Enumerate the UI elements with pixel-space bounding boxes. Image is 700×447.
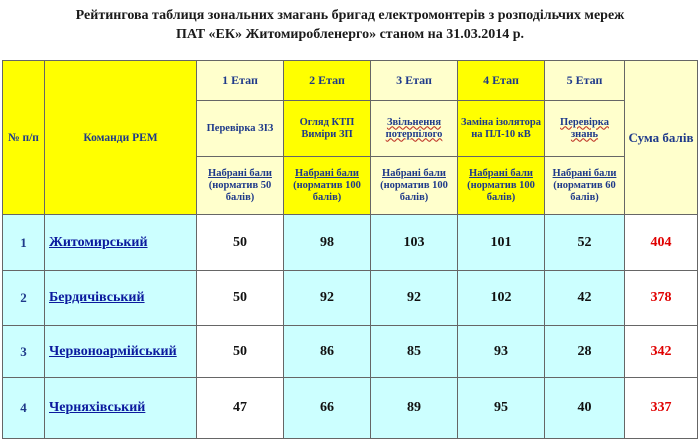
row-number: 1 bbox=[3, 215, 45, 271]
total-score: 342 bbox=[625, 326, 698, 378]
stage-5-header: 5 Етап bbox=[545, 61, 625, 101]
stage-3-header: 3 Етап bbox=[371, 61, 458, 101]
title-line-2: ПАТ «ЕК» Житомиробленерго» станом на 31.03.2014 р. bbox=[175, 27, 525, 42]
table-row bbox=[3, 378, 698, 439]
score-stage-3: 89 bbox=[371, 378, 458, 439]
score-stage-5: 42 bbox=[545, 271, 625, 326]
table-row bbox=[3, 271, 698, 326]
score-stage-5: 52 bbox=[545, 215, 625, 271]
row-number: 4 bbox=[3, 378, 45, 439]
sum-header: Сума балів bbox=[625, 61, 698, 215]
score-stage-2: 86 bbox=[284, 326, 371, 378]
stage-3-points: Набрані бали (норматив 100 балів) bbox=[371, 157, 458, 215]
score-stage-3: 85 bbox=[371, 326, 458, 378]
stage-5-task: Перевірка знань bbox=[545, 101, 625, 157]
stage-1-header: 1 Етап bbox=[197, 61, 284, 101]
score-stage-5: 28 bbox=[545, 326, 625, 378]
header-row-stages bbox=[3, 61, 698, 101]
team-name[interactable]: Червоноармійський bbox=[45, 326, 197, 378]
teams-header: Команди РЕМ bbox=[45, 61, 197, 215]
score-stage-1: 50 bbox=[197, 326, 284, 378]
score-stage-3: 92 bbox=[371, 271, 458, 326]
stage-3-task: Звільнення потерпілого bbox=[371, 101, 458, 157]
score-stage-2: 92 bbox=[284, 271, 371, 326]
total-score: 378 bbox=[625, 271, 698, 326]
stage-1-task: Перевірка ЗІЗ bbox=[197, 101, 284, 157]
score-stage-1: 50 bbox=[197, 271, 284, 326]
score-stage-2: 98 bbox=[284, 215, 371, 271]
score-stage-1: 47 bbox=[197, 378, 284, 439]
stage-4-header: 4 Етап bbox=[458, 61, 545, 101]
table-row bbox=[3, 326, 698, 378]
score-stage-4: 101 bbox=[458, 215, 545, 271]
score-stage-5: 40 bbox=[545, 378, 625, 439]
stage-2-header: 2 Етап bbox=[284, 61, 371, 101]
stage-1-points: Набрані бали (норматив 50 балів) bbox=[197, 157, 284, 215]
score-stage-2: 66 bbox=[284, 378, 371, 439]
stage-2-points: Набрані бали (норматив 100 балів) bbox=[284, 157, 371, 215]
total-score: 337 bbox=[625, 378, 698, 439]
score-stage-4: 102 bbox=[458, 271, 545, 326]
score-stage-1: 50 bbox=[197, 215, 284, 271]
team-name[interactable]: Черняхівський bbox=[45, 378, 197, 439]
row-number: 3 bbox=[3, 326, 45, 378]
total-score: 404 bbox=[625, 215, 698, 271]
title-line-1: Рейтингова таблиця зональних змагань бригад електромонтерів з розподільчих мереж bbox=[75, 8, 625, 23]
num-header: № п/п bbox=[3, 61, 45, 215]
team-name[interactable]: Житомирський bbox=[45, 215, 197, 271]
table-row bbox=[3, 215, 698, 271]
stage-2-task: Огляд КТП Виміри ЗП bbox=[284, 101, 371, 157]
team-name[interactable]: Бердичівський bbox=[45, 271, 197, 326]
stage-5-points: Набрані бали (норматив 60 балів) bbox=[545, 157, 625, 215]
stage-4-task: Заміна ізолятора на ПЛ-10 кВ bbox=[458, 101, 545, 157]
score-stage-3: 103 bbox=[371, 215, 458, 271]
stage-4-points: Набрані бали (норматив 100 балів) bbox=[458, 157, 545, 215]
rating-table bbox=[2, 60, 698, 439]
page-title bbox=[0, 6, 700, 44]
score-stage-4: 93 bbox=[458, 326, 545, 378]
row-number: 2 bbox=[3, 271, 45, 326]
score-stage-4: 95 bbox=[458, 378, 545, 439]
